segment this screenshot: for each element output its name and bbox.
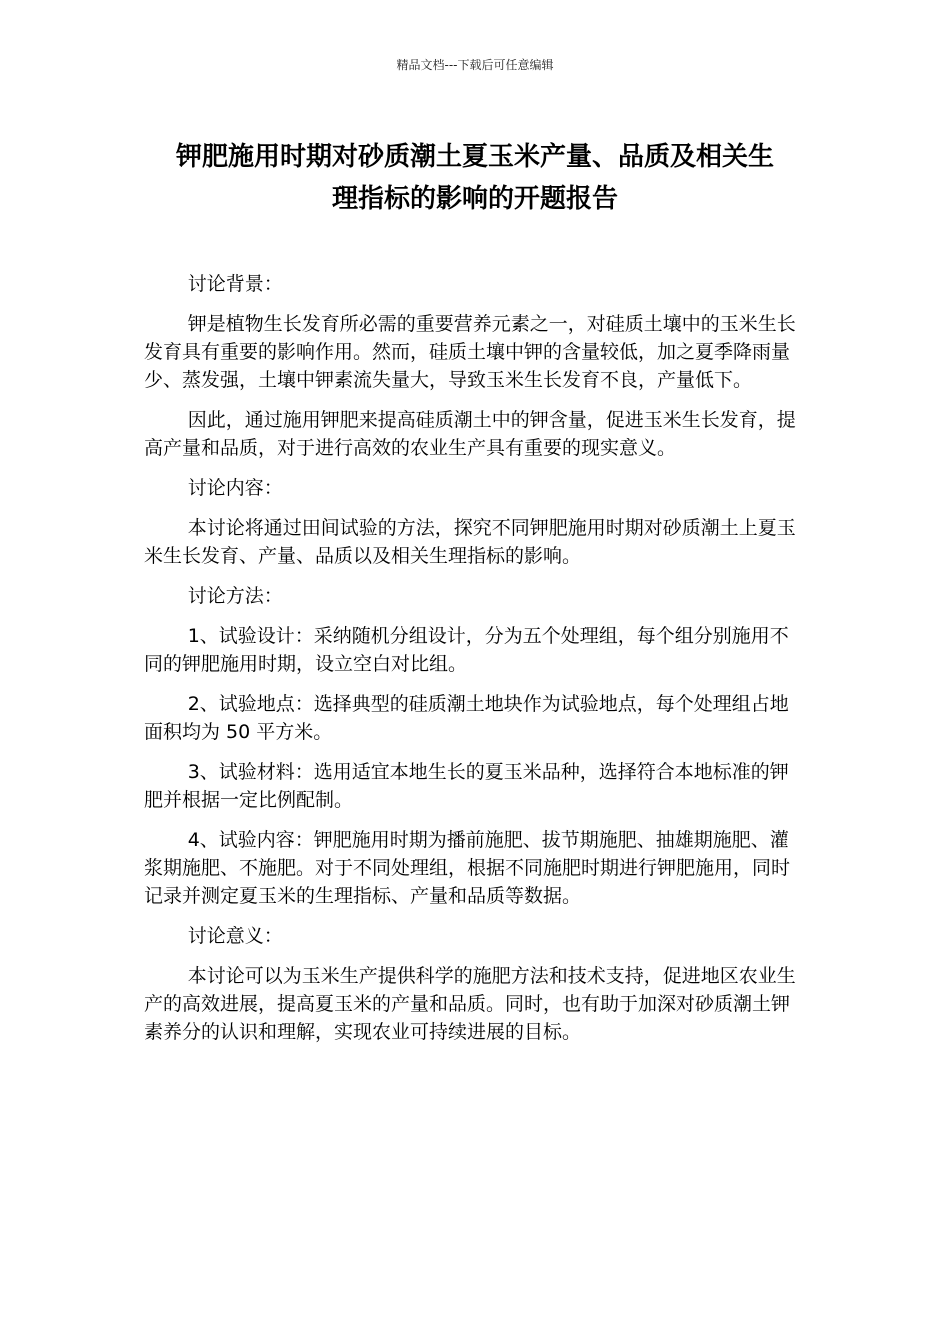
paragraph-method-3: 3、试验材料：选用适宜本地生长的夏玉米品种，选择符合本地标准的钾肥并根据一定比例配制。 (144, 761, 789, 811)
paragraph-background-1: 钾是植物生长发育所必需的重要营养元素之一，对硅质土壤中的玉米生长发育具有重要的影响作用。然而，硅质土壤中钾的含量较低，加之夏季降雨量少、蒸发强，土壤中钾素流失量大，导致玉米生长发育不良，产量低下。 (144, 313, 796, 391)
paragraph-method-1: 1、试验设计：采纳随机分组设计，分为五个处理组，每个组分别施用不同的钾肥施用时期，设立空白对比组。 (144, 625, 789, 675)
section-heading-content: 讨论内容： (187, 477, 283, 499)
section-heading-method: 讨论方法： (187, 585, 283, 607)
title-line-2: 理指标的影响的开题报告 (331, 184, 618, 214)
page-header: 精品文档---下载后可任意编辑 (396, 58, 554, 72)
document-title (130, 136, 820, 220)
paragraph-content: 本讨论将通过田间试验的方法，探究不同钾肥施用时期对砂质潮土上夏玉米生长发育、产量、品质以及相关生理指标的影响。 (144, 517, 796, 567)
document-body (144, 270, 806, 1058)
section-heading-background: 讨论背景： (187, 273, 283, 295)
paragraph-method-4: 4、试验内容：钾肥施用时期为播前施肥、拔节期施肥、抽雄期施肥、灌浆期施肥、不施肥。对于不同处理组，根据不同施肥时期进行钾肥施用，同时记录并测定夏玉米的生理指标、产量和品质等数据。 (144, 829, 791, 907)
paragraph-significance: 本讨论可以为玉米生产提供科学的施肥方法和技术支持，促进地区农业生产的高效进展，提高夏玉米的产量和品质。同时，也有助于加深对砂质潮土钾素养分的认识和理解，实现农业可持续进展的目标。 (144, 965, 796, 1043)
paragraph-background-2: 因此，通过施用钾肥来提高硅质潮土中的钾含量，促进玉米生长发育，提高产量和品质，对于进行高效的农业生产具有重要的现实意义。 (144, 409, 796, 459)
title-line-1: 钾肥施用时期对砂质潮土夏玉米产量、品质及相关生 (175, 142, 774, 172)
section-heading-significance: 讨论意义： (187, 925, 283, 947)
paragraph-method-2: 2、试验地点：选择典型的硅质潮土地块作为试验地点，每个处理组占地面积均为 50 平方米。 (144, 693, 789, 743)
